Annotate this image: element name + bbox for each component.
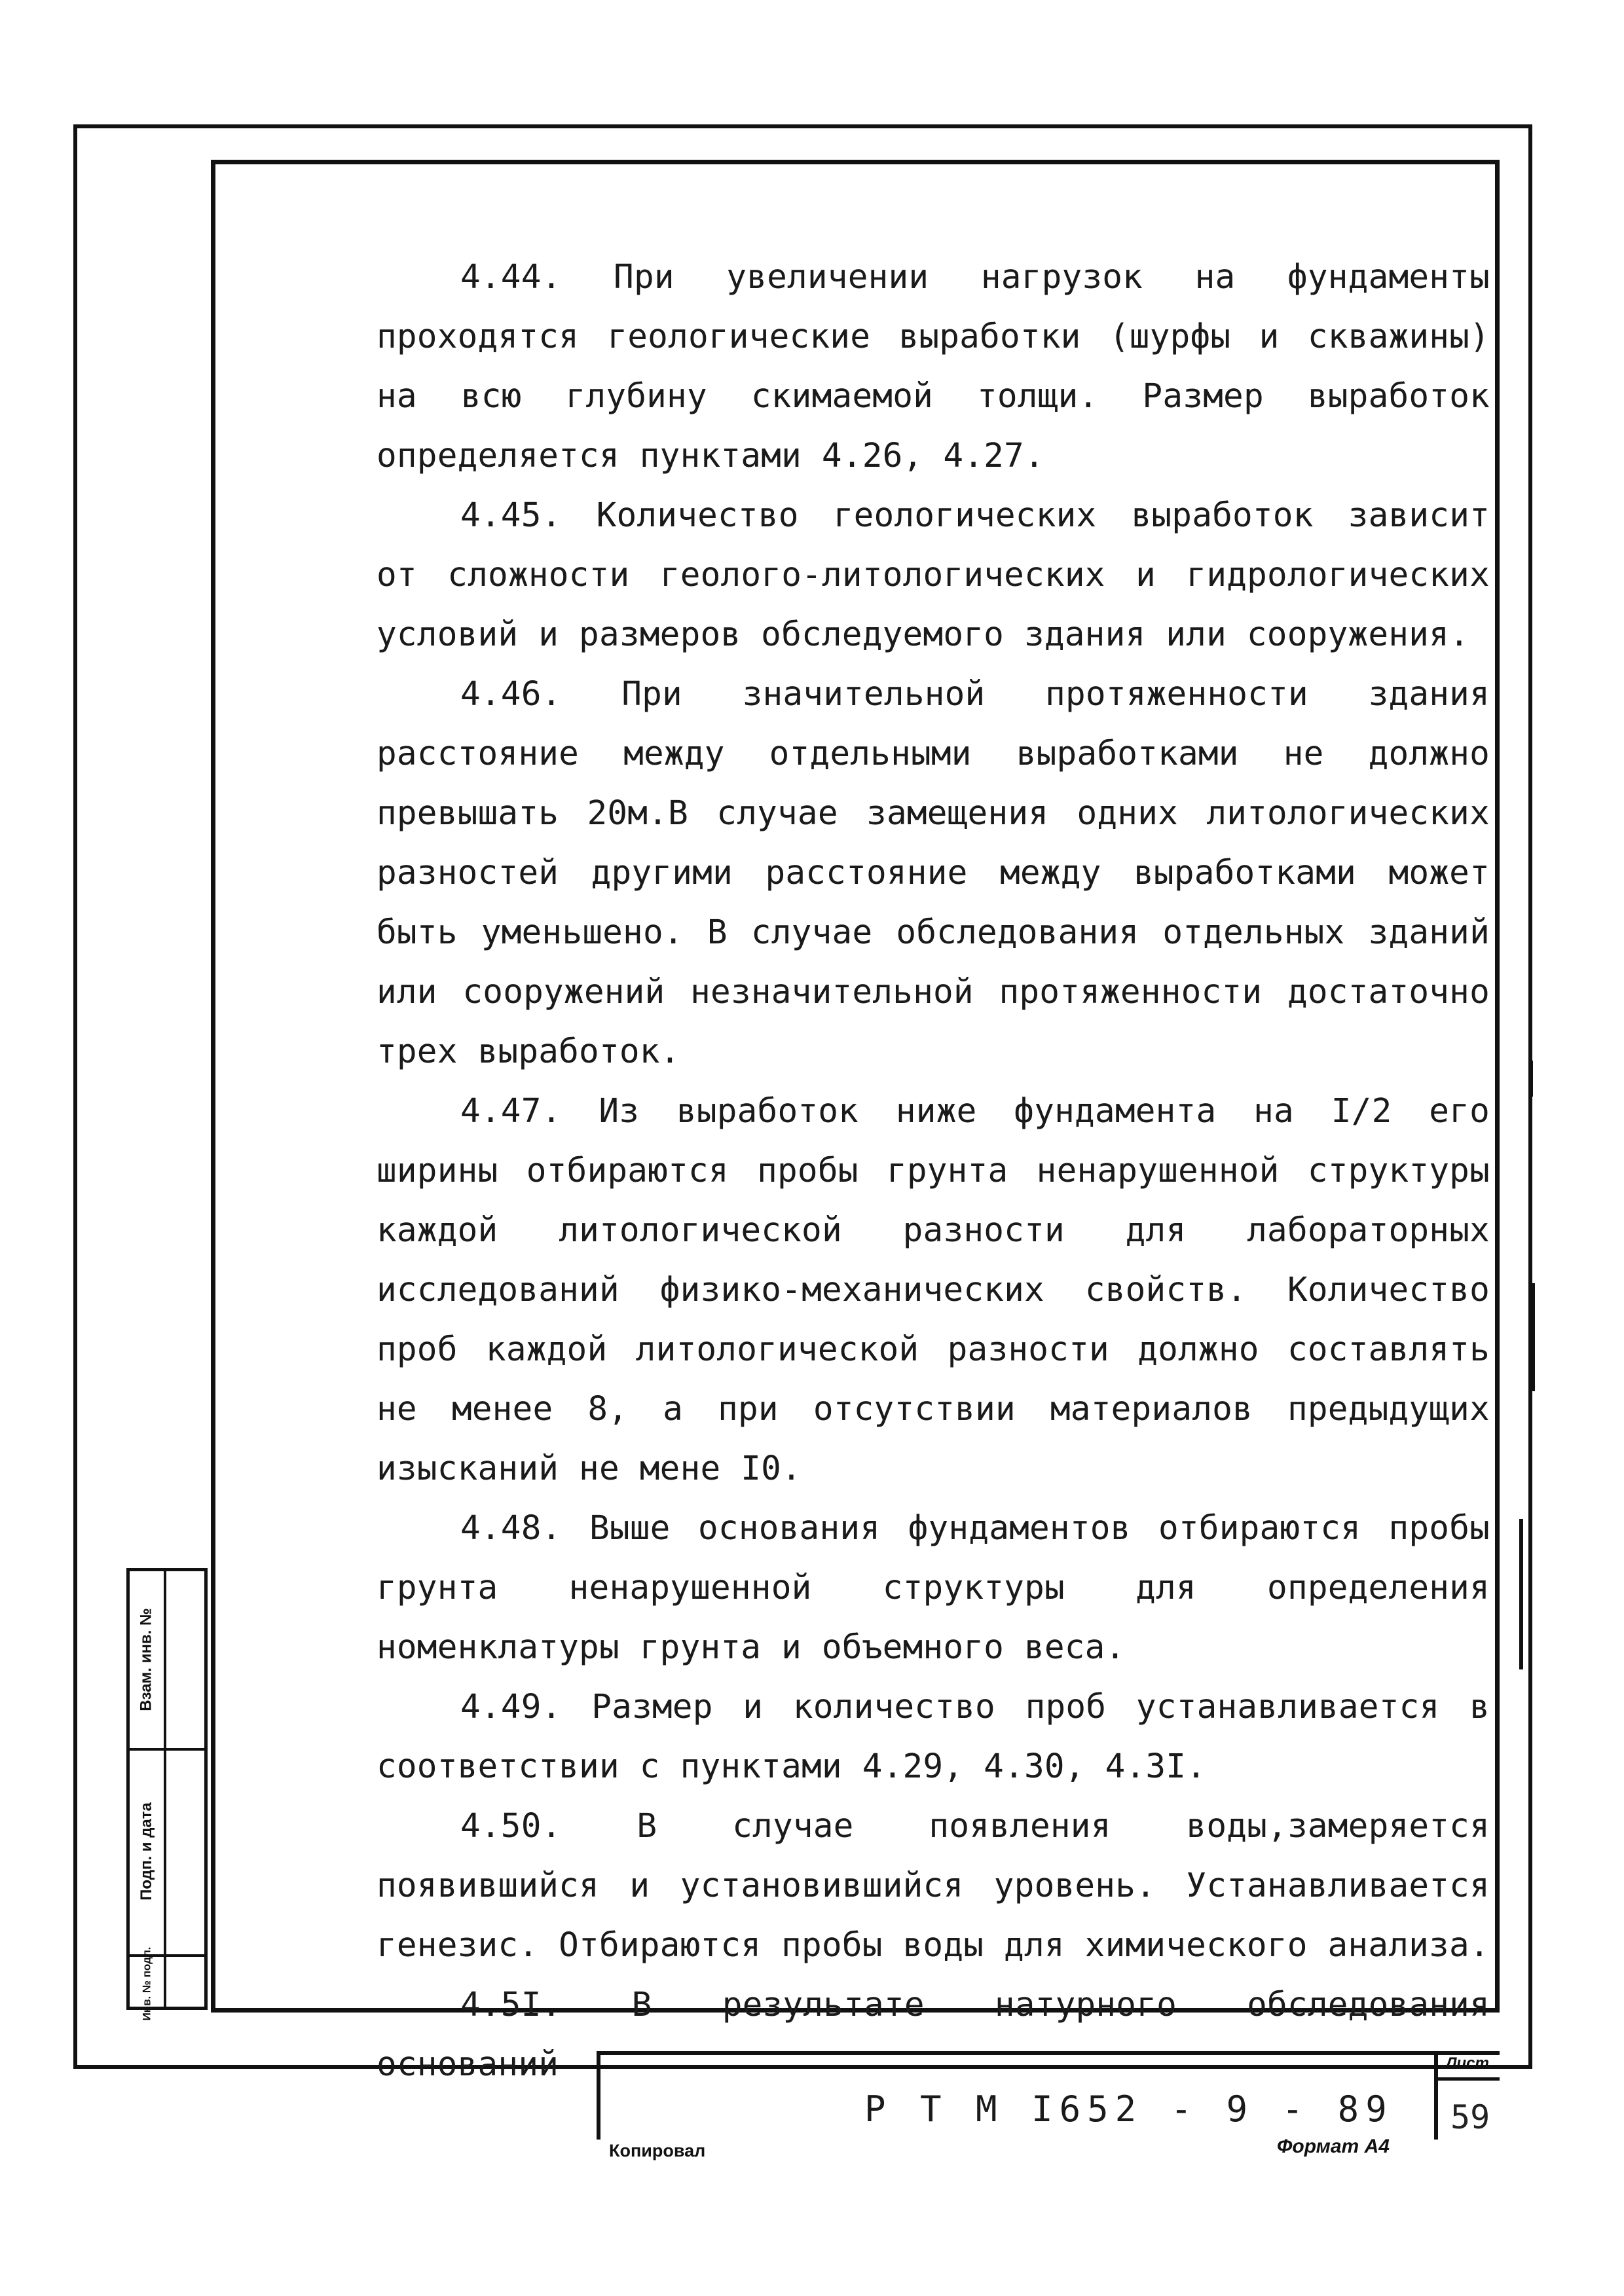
- scan-artifact-mark: [1529, 1061, 1533, 1097]
- paragraph-4-48: 4.48. Выше основания фундаментов отбираются пробы грунта ненарушенной структуры для определения номенклатуры грунта и объемного веса.: [377, 1509, 1490, 1667]
- paragraph-4-44: 4.44. При увеличении нагрузок на фундаменты проходятся геологические выработки (шурфы и скважины) на всю глубину скимаемой толщи. Размер выработок определяется пунктами 4.26, 4.27.: [377, 258, 1490, 475]
- document-code: Р Т М I652 - 9 - 89: [864, 2088, 1393, 2130]
- paragraph-4-46: 4.46. При значительной протяженности здания расстояние между отдельными выработками не должно превышать 20м.В случае замещения одних литологических разностей другими расстояние между выработками может быть уменьшено. В случае обследования отдельных зданий или сооружений незначительной протяженности достаточно трех выработок.: [377, 675, 1490, 1071]
- stamp-strip: [126, 1568, 208, 2021]
- paragraph-4-51: 4.5I. В результате натурного обследования оснований: [377, 1986, 1490, 2084]
- footer-copy-label: Копировал: [609, 2141, 706, 2160]
- paragraph-4-47: 4.47. Из выработок ниже фундамента на I/2 его ширины отбираются пробы грунта ненарушенной структуры каждой литологической разности для лабораторных исследований физико-механических свойств. Количество проб каждой литологической разности должно составлять не менее 8, а при отсутствии материалов предыдущих изысканий не мене I0.: [377, 1092, 1490, 1488]
- sheet-label: Лист: [1446, 2054, 1489, 2072]
- document-body: [377, 247, 1490, 2094]
- paragraph-4-45: 4.45. Количество геологических выработок зависит от сложности геолого-литологических и гидрологических условий и размеров обследуемого здания или сооружения.: [377, 496, 1490, 654]
- stamp-signature-date-label: Подп. и дата: [138, 1802, 156, 1901]
- paragraph-4-49: 4.49. Размер и количество проб устанавливается в соответствии с пунктами 4.29, 4.30, 4.3I.: [377, 1688, 1490, 1786]
- scan-artifact-mark: [1519, 1519, 1523, 1669]
- paragraph-4-50: 4.50. В случае появления воды,замеряется появившийся и установившийся уровень. Устанавливается генезис. Отбираются пробы воды для химического анализа.: [377, 1807, 1490, 1965]
- stamp-replaces-inventory-label: Взам. инв. №: [138, 1608, 156, 1711]
- scan-artifact-mark: [1531, 1283, 1535, 1391]
- stamp-original-inventory-label: Инв. № подл.: [140, 1946, 153, 2021]
- sheet-header-divider: [1438, 2077, 1500, 2081]
- stamp-column-divider: [164, 1571, 166, 2007]
- sheet-number: 59: [1450, 2098, 1490, 2136]
- footer-format-label: Формат А4: [1277, 2136, 1390, 2157]
